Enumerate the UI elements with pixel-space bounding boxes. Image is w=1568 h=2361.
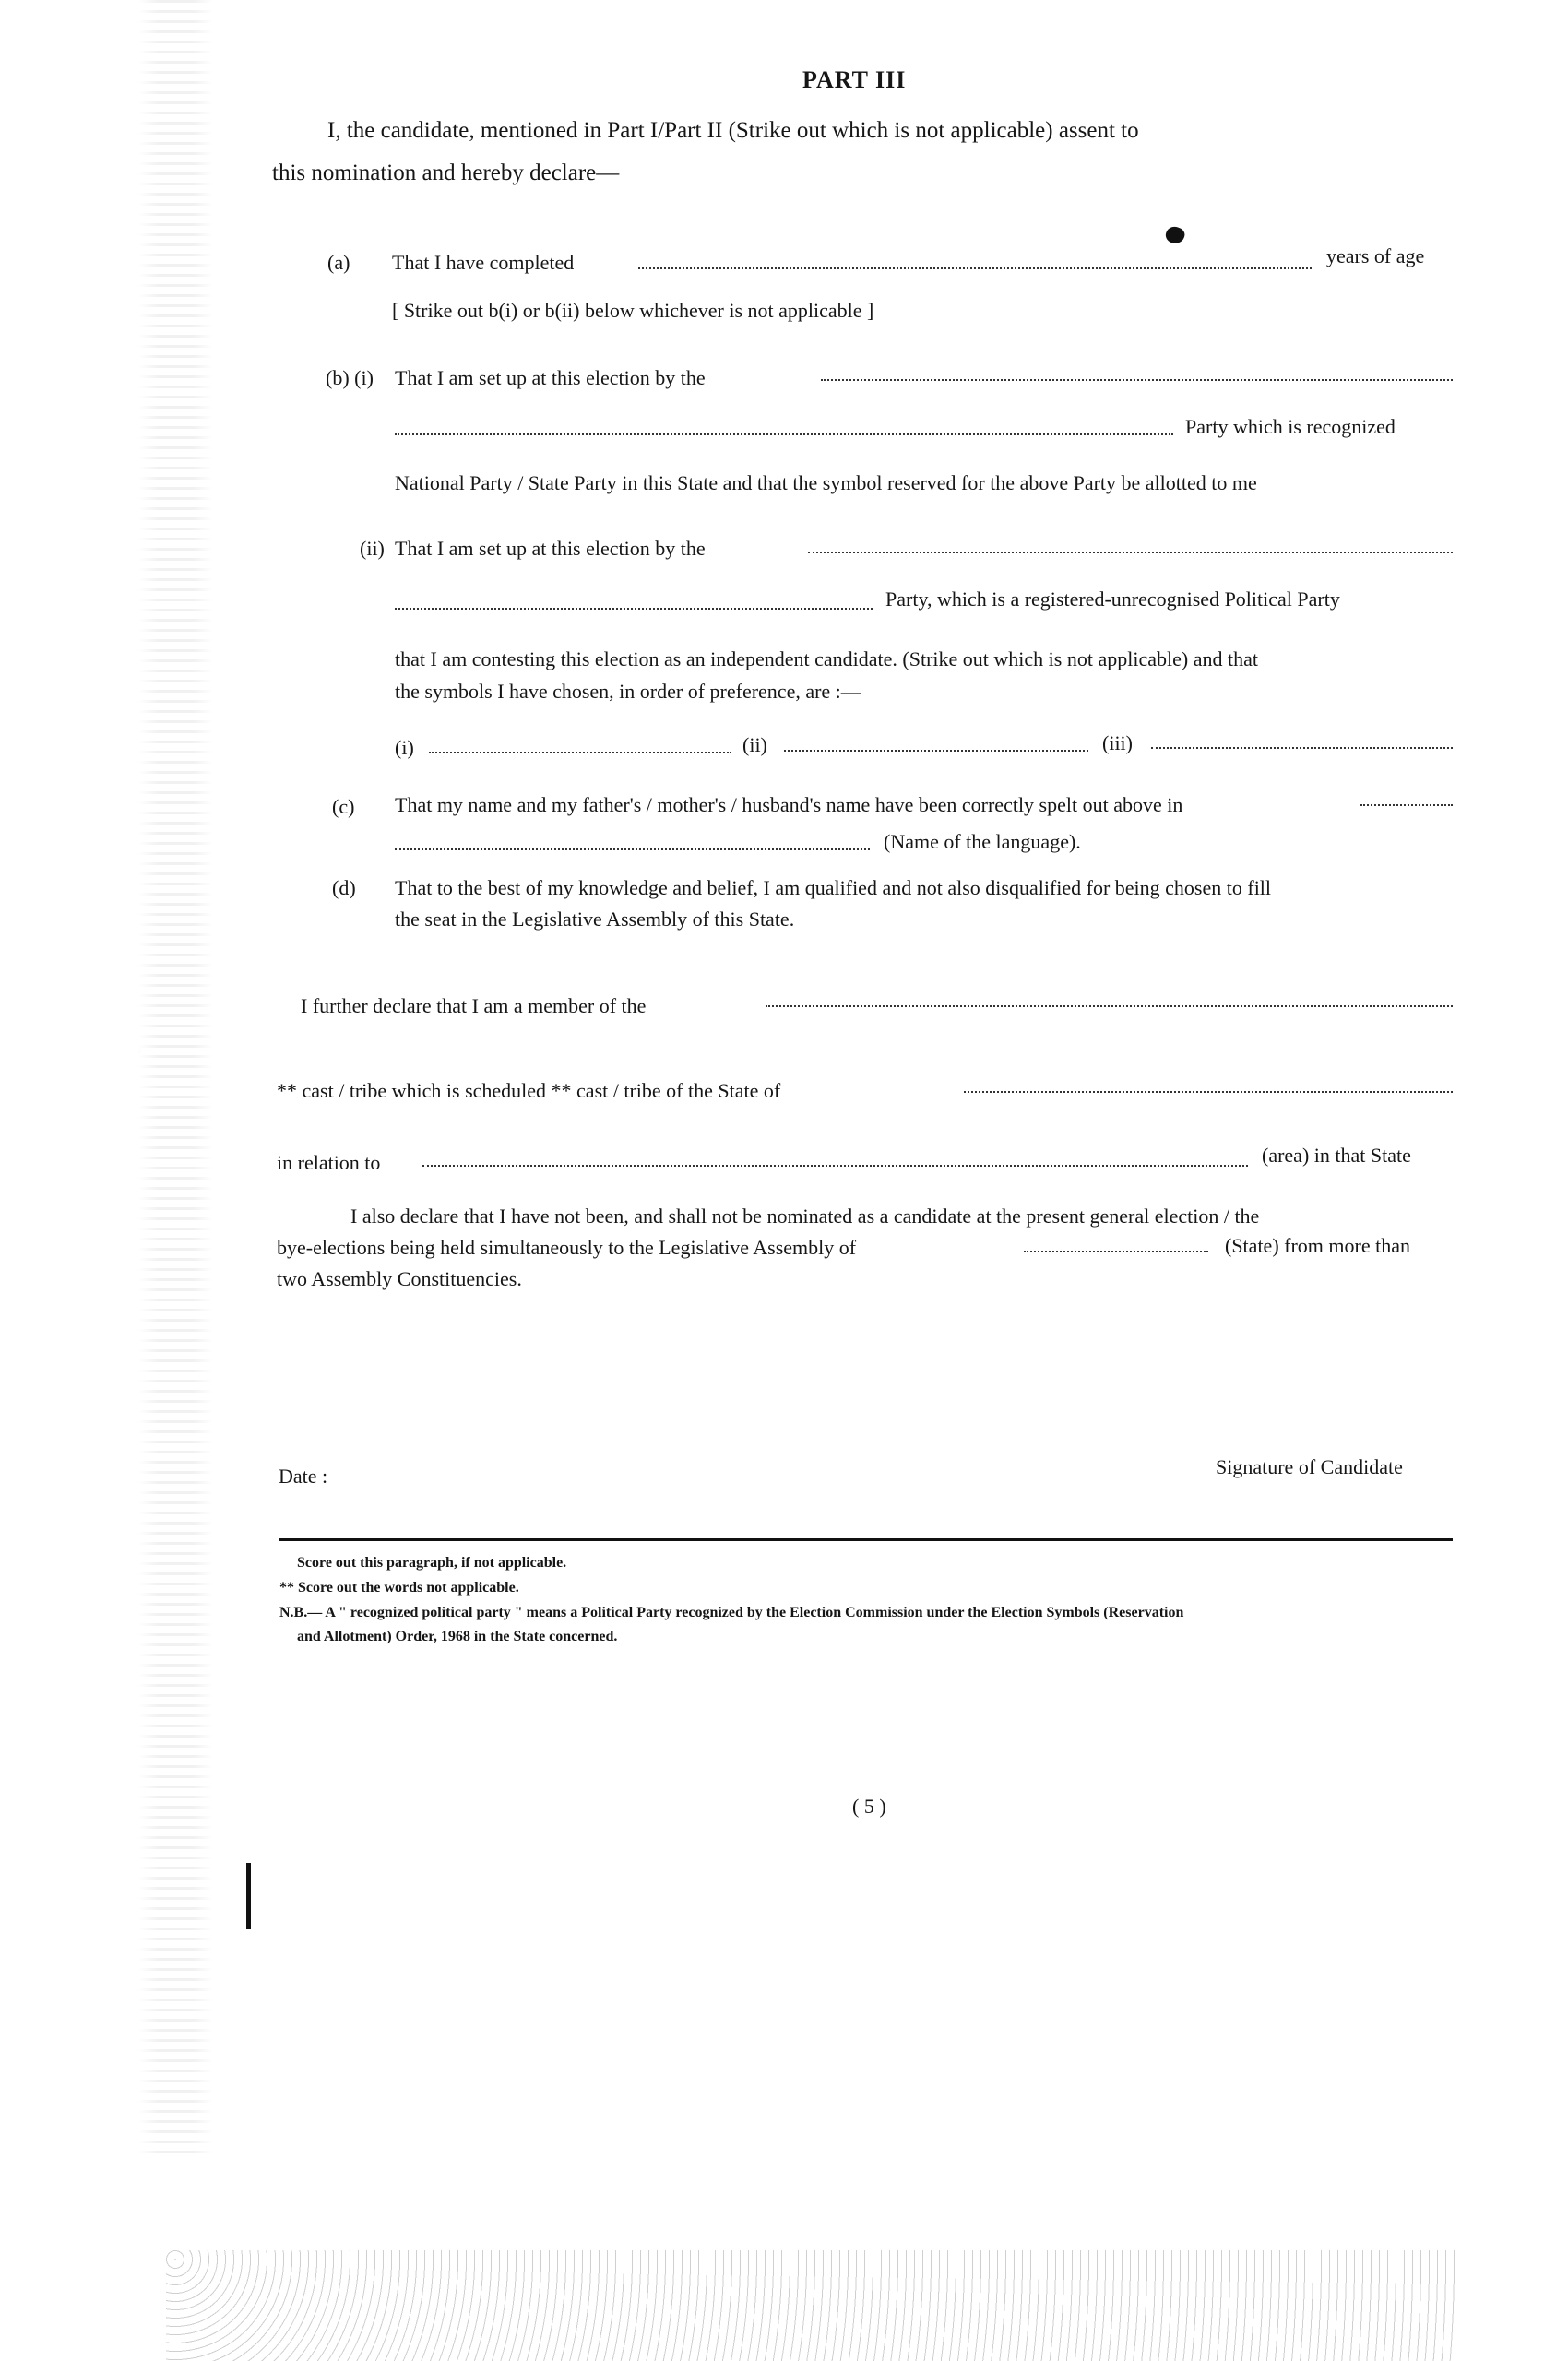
item-a-label: (a) <box>327 251 350 274</box>
party-name-field-b-i-line2[interactable] <box>395 433 1173 435</box>
item-b-ii-line2-suffix: Party, which is a registered-unrecognised Political Party <box>885 587 1340 611</box>
item-d-line2: the seat in the Legislative Assembly of this State. <box>395 908 795 931</box>
page-number: ( 5 ) <box>852 1795 886 1818</box>
party-name-field-b-ii-line2[interactable] <box>395 608 873 610</box>
party-name-field-b-i-line1[interactable] <box>821 379 1453 381</box>
also-line-3: two Assembly Constituencies. <box>277 1267 522 1290</box>
age-field[interactable] <box>638 267 1312 269</box>
item-c-label: (c) <box>332 795 355 818</box>
item-b-ii-text: That I am set up at this election by the <box>395 537 706 560</box>
further-line-2: ** cast / tribe which is scheduled ** cast / tribe of the State of <box>277 1079 781 1102</box>
item-a-suffix: years of age <box>1326 244 1425 267</box>
party-name-field-b-ii-line1[interactable] <box>808 552 1453 553</box>
item-a-note: [ Strike out b(i) or b(ii) below whichever is not applicable ] <box>392 299 874 322</box>
item-b-ii-line3: that I am contesting this election as an independent candidate. (Strike out which is not applicable) and that <box>395 647 1258 670</box>
symbol-choice-2-field[interactable] <box>784 750 1088 752</box>
caste-name-field[interactable] <box>766 1005 1453 1007</box>
further-line-1: I further declare that I am a member of the <box>301 994 647 1017</box>
symbol-option-2-label: (ii) <box>742 733 767 756</box>
nb-note-line-1: N.B.— A " recognized political party " means a Political Party recognized by the Election Commission under the Election Symbols (Reservation <box>279 1605 1184 1620</box>
footnote-divider <box>279 1538 1453 1541</box>
signature-label: Signature of Candidate <box>1216 1455 1403 1478</box>
signature-field[interactable] <box>1208 1402 1453 1455</box>
scan-binding-mark <box>246 1863 251 1929</box>
item-c-line2-suffix: (Name of the language). <box>884 830 1081 853</box>
symbol-choice-1-field[interactable] <box>429 752 731 753</box>
item-a-text: That I have completed <box>392 251 575 274</box>
scan-edge-noise <box>0 0 240 2157</box>
intro-line-1: I, the candidate, mentioned in Part I/Part II (Strike out which is not applicable) assent to <box>327 118 1139 143</box>
item-d-label: (d) <box>332 876 356 899</box>
item-b-i-text: That I am set up at this election by the <box>395 366 706 389</box>
further-line-3-suffix: (area) in that State <box>1262 1144 1411 1167</box>
item-d-line1: That to the best of my knowledge and belief, I am qualified and not also disqualified for being chosen to fill <box>395 876 1272 899</box>
further-line-3-prefix: in relation to <box>277 1151 381 1174</box>
date-label: Date : <box>279 1465 328 1488</box>
nb-note-line-2: and Allotment) Order, 1968 in the State concerned. <box>297 1629 618 1644</box>
page-title: PART III <box>802 66 907 93</box>
also-line-1: I also declare that I have not been, and shall not be nominated as a candidate at the present general election / the <box>350 1204 1260 1228</box>
item-b-i-line3: National Party / State Party in this State and that the symbol reserved for the above Party be allotted to me <box>395 471 1257 494</box>
intro-line-2: this nomination and hereby declare— <box>272 160 620 185</box>
item-b-i-label: (b) (i) <box>326 366 374 389</box>
date-field[interactable] <box>341 1457 618 1490</box>
ink-blot-icon <box>1164 224 1187 246</box>
assembly-state-field[interactable] <box>1024 1251 1208 1252</box>
area-field[interactable] <box>422 1165 1248 1167</box>
symbol-option-1-label: (i) <box>395 736 414 759</box>
footnote-2: ** Score out the words not applicable. <box>279 1580 519 1596</box>
item-b-ii-line4: the symbols I have chosen, in order of preference, are :— <box>395 680 861 703</box>
scan-bottom-noise <box>166 2250 1457 2361</box>
also-line-2-prefix: bye-elections being held simultaneously to the Legislative Assembly of <box>277 1236 857 1259</box>
state-name-field[interactable] <box>964 1091 1453 1093</box>
language-field-line2[interactable] <box>395 848 870 850</box>
language-field-line1[interactable] <box>1360 804 1453 806</box>
also-line-2-suffix: (State) from more than <box>1225 1234 1410 1257</box>
item-b-i-line2-suffix: Party which is recognized <box>1185 415 1396 438</box>
symbol-option-3-label: (iii) <box>1102 731 1133 754</box>
item-c-text: That my name and my father's / mother's / husband's name have been correctly spelt out above in <box>395 793 1183 816</box>
symbol-choice-3-field[interactable] <box>1151 747 1453 749</box>
item-b-ii-label: (ii) <box>360 537 385 560</box>
footnote-1: Score out this paragraph, if not applicable. <box>297 1555 567 1571</box>
